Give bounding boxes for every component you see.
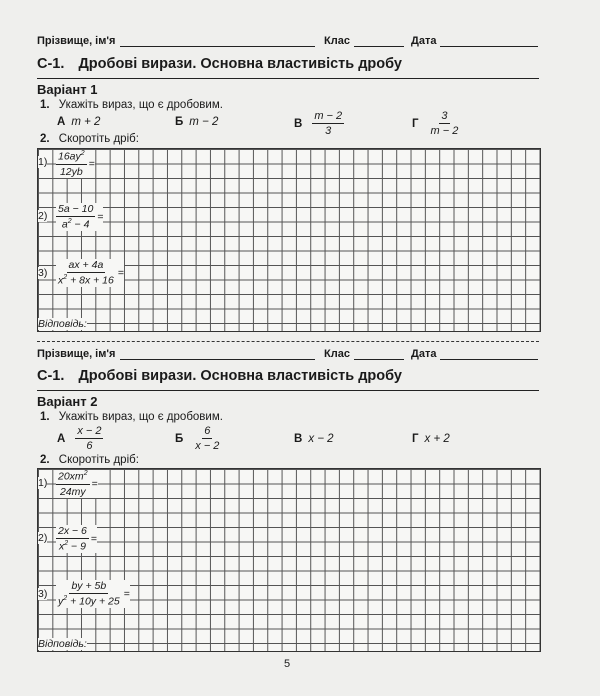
v2-question-2: 2. Скоротіть дріб:	[40, 454, 139, 466]
class-label-2: Клас	[324, 348, 350, 360]
section-title-text: Дробові вирази. Основна властивість дробу	[78, 56, 402, 72]
class-label: Клас	[324, 35, 350, 47]
date-field-2[interactable]	[440, 359, 538, 360]
v1-item-1-fraction: $\frac{16ay^2}{12yb}$ =	[58, 150, 95, 178]
v1-option-b[interactable]: Б m − 2	[175, 116, 219, 128]
surname-field[interactable]	[120, 46, 315, 47]
v2-item-2-label: 2)	[38, 532, 48, 544]
v1-option-g[interactable]: Г $\frac{3}{m - 2}$	[412, 110, 459, 137]
title-rule	[37, 78, 539, 79]
v2-item-2-fraction: $\frac{2x - 6}{x^2 - 9}$ =	[58, 525, 98, 553]
v1-item-1-label: 1)	[38, 156, 48, 168]
date-label: Дата	[411, 35, 437, 47]
variant-2-label: Варіант 2	[37, 394, 98, 409]
v2-option-v[interactable]: В x − 2	[294, 433, 334, 445]
v1-answer-label: Відповідь:	[38, 318, 87, 330]
v2-answer-label: Відповідь:	[38, 638, 87, 650]
date-label-2: Дата	[411, 348, 437, 360]
cut-line	[37, 341, 539, 342]
section-title-v1	[37, 56, 402, 72]
page-number: 5	[284, 658, 291, 670]
section-title-v2	[37, 368, 402, 384]
v1-item-2-label: 2)	[38, 210, 48, 222]
v1-item-2-fraction: $\frac{5a - 10}{a^2 - 4}$ =	[58, 203, 104, 231]
v1-question-2: 2. Скоротіть дріб:	[40, 133, 139, 145]
v2-item-3-label: 3)	[38, 588, 48, 600]
surname-label-2: Прізвище, ім'я	[37, 348, 116, 360]
surname-field-2[interactable]	[120, 359, 315, 360]
v2-item-1-fraction: $\frac{20xm^2}{24my}$ =	[58, 470, 98, 498]
v1-answer-grid[interactable]	[37, 148, 541, 332]
surname-label: Прізвище, ім'я	[37, 35, 116, 47]
v1-question-1: 1. Укажіть вираз, що є дробовим.	[40, 99, 223, 111]
section-code: С-1.	[37, 56, 65, 72]
class-field-2[interactable]	[354, 359, 404, 360]
v2-item-1-label: 1)	[38, 477, 48, 489]
v1-option-a[interactable]: А m + 2	[57, 116, 101, 128]
v2-item-3-fraction: $\frac{by + 5b}{y^2 + 10y + 25}$ =	[58, 580, 130, 608]
v1-item-3-fraction: $\frac{ax + 4a}{x^2 + 8x + 16}$ =	[58, 259, 124, 287]
title-rule-2	[37, 390, 539, 391]
v2-option-a[interactable]: А $\frac{x - 2}{6}$	[57, 425, 102, 452]
class-field[interactable]	[354, 46, 404, 47]
v2-question-1: 1. Укажіть вираз, що є дробовим.	[40, 411, 223, 423]
section-code-2: С-1.	[37, 368, 65, 384]
v2-option-b[interactable]: Б $\frac{6}{x - 2}$	[175, 425, 220, 452]
variant-1-label: Варіант 1	[37, 82, 98, 97]
v1-item-3-label: 3)	[38, 267, 48, 279]
date-field[interactable]	[440, 46, 538, 47]
v2-answer-grid[interactable]	[37, 468, 541, 652]
v2-option-g[interactable]: Г x + 2	[412, 433, 450, 445]
v1-option-v[interactable]: В $\frac{m - 2}{3}$	[294, 110, 343, 137]
section-title-text-2: Дробові вирази. Основна властивість дробу	[78, 368, 402, 384]
